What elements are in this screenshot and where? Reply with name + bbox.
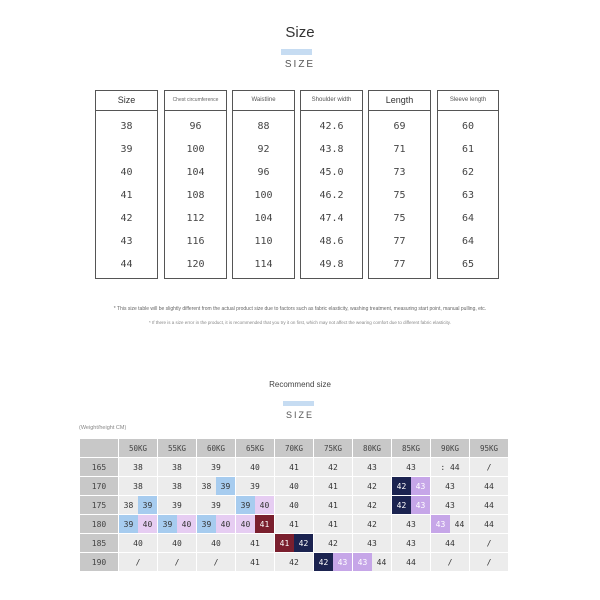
size-recommend-cell: 43: [353, 534, 391, 552]
height-header: 190: [80, 553, 118, 571]
weight-header: 50KG: [119, 439, 157, 457]
size-recommend-part: 42: [392, 496, 411, 514]
size-cell: 44: [120, 259, 133, 270]
size-recommend-cell: 40: [197, 534, 235, 552]
size-recommend-part: 44: [372, 553, 391, 571]
weight-header: 85KG: [392, 439, 430, 457]
size-recommend-cell: 42: [314, 458, 352, 476]
weight-header: 80KG: [353, 439, 391, 457]
size-recommend-cell: /: [119, 553, 157, 571]
size-note: * This size table will be slightly different from the actual product size due to factors such as fabric elasticity, washing treatment, measuring start point, manual pulling, etc.: [113, 306, 487, 312]
height-header: 175: [80, 496, 118, 514]
size-recommend-cell: 40: [236, 458, 274, 476]
size-column-header: Shoulder width: [301, 91, 362, 111]
size-cell: 48.6: [319, 236, 344, 247]
size-cell: 42: [120, 213, 133, 224]
size-recommend-cell: [197, 477, 235, 495]
size-recommend-part: 38: [119, 496, 138, 514]
size-cell: 88: [257, 121, 270, 132]
table-row: [80, 477, 508, 495]
recommend-title: Recommend size: [269, 380, 331, 389]
size-recommend-cell: 42: [314, 534, 352, 552]
size-recommend-cell: 42: [353, 496, 391, 514]
size-recommend-cell: [236, 496, 274, 514]
size-recommend-part: 43: [411, 496, 430, 514]
size-recommend-part: 43: [411, 477, 430, 495]
size-recommend-cell: 44: [470, 477, 508, 495]
size-recommend-cell: 38: [119, 477, 157, 495]
size-recommend-cell: 39: [158, 496, 196, 514]
size-cell: 39: [120, 144, 133, 155]
size-cell: 47.4: [319, 213, 344, 224]
weight-header: 95KG: [470, 439, 508, 457]
weight-header: 70KG: [275, 439, 313, 457]
size-recommend-part: 44: [450, 515, 469, 533]
size-recommend-part: 42: [294, 534, 313, 552]
size-cell: 69: [393, 121, 406, 132]
size-cell: 114: [254, 259, 273, 270]
size-recommend-cell: 40: [275, 496, 313, 514]
size-recommend-cell: 41: [236, 534, 274, 552]
size-recommend-cell: 44: [392, 553, 430, 571]
size-recommend-cell: [353, 553, 391, 571]
size-column: [300, 90, 363, 279]
size-recommend-cell: [392, 477, 430, 495]
size-cell: 65: [461, 259, 475, 270]
size-column-header: Size: [96, 91, 157, 111]
size-recommend-cell: [392, 496, 430, 514]
size-cell: 49.8: [319, 259, 344, 270]
size-recommend-cell: 40: [119, 534, 157, 552]
size-recommend-cell: [314, 553, 352, 571]
height-header: 170: [80, 477, 118, 495]
size-recommend-cell: 44: [431, 534, 469, 552]
weight-header: 90KG: [431, 439, 469, 457]
size-cell: 43: [120, 236, 133, 247]
table-row: [80, 553, 508, 571]
size-recommend-cell: 42: [275, 553, 313, 571]
size-cell: 46.2: [319, 190, 344, 201]
size-cell: 75: [393, 213, 406, 224]
size-cell: 116: [186, 236, 205, 247]
size-recommend-cell: [119, 515, 157, 533]
size-column: [437, 90, 499, 279]
size-recommend-cell: 38: [119, 458, 157, 476]
size-recommend-part: 40: [216, 515, 235, 533]
size-recommend-part: 39: [236, 496, 255, 514]
size-cell: 40: [120, 167, 133, 178]
size-recommend-cell: 39: [197, 496, 235, 514]
size-recommend-part: 43: [333, 553, 352, 571]
size-cell: 61: [461, 144, 475, 155]
size-recommend-cell: 43: [353, 458, 391, 476]
size-recommend-part: 41: [255, 515, 274, 533]
size-recommend-cell: [275, 534, 313, 552]
axis-label: (Weight/height CM): [79, 425, 127, 431]
size-recommend-cell: 39: [236, 477, 274, 495]
size-recommend-part: 42: [314, 553, 333, 571]
size-cell: 71: [393, 144, 406, 155]
size-recommend-cell: /: [470, 458, 508, 476]
size-recommend-part: 40: [255, 496, 274, 514]
table-row: [80, 515, 508, 533]
size-cell: 75: [393, 190, 406, 201]
size-cell: 45.0: [319, 167, 344, 178]
size-recommend-cell: 41: [275, 515, 313, 533]
size-cell: 73: [393, 167, 406, 178]
size-column: [232, 90, 295, 279]
size-recommend-cell: 43: [431, 477, 469, 495]
size-cell: 104: [186, 167, 205, 178]
size-recommend-cell: 41: [314, 477, 352, 495]
size-recommend-cell: : 44: [431, 458, 469, 476]
table-row: [80, 496, 508, 514]
size-recommend-cell: 39: [197, 458, 235, 476]
size-recommend-cell: 43: [392, 534, 430, 552]
size-recommend-cell: 42: [353, 477, 391, 495]
size-recommend-cell: /: [470, 553, 508, 571]
size-subtitle: SIZE: [284, 59, 316, 70]
size-cell: 92: [257, 144, 270, 155]
size-column-header: Chest circumference: [165, 91, 226, 111]
size-recommend-cell: [197, 515, 235, 533]
size-column: [164, 90, 227, 279]
size-recommend-cell: /: [197, 553, 235, 571]
size-recommend-part: 40: [177, 515, 196, 533]
size-recommend-cell: [158, 515, 196, 533]
size-cell: 108: [186, 190, 205, 201]
size-cell: 38: [120, 121, 133, 132]
size-cell: 110: [254, 236, 273, 247]
size-cell: 64: [461, 213, 475, 224]
weight-header: 60KG: [197, 439, 235, 457]
recommend-subtitle: SIZE: [285, 410, 314, 420]
size-recommend-cell: 44: [470, 515, 508, 533]
size-recommend-part: 39: [119, 515, 138, 533]
recommend-accent-bar: [283, 401, 314, 406]
size-cell: 64: [461, 236, 475, 247]
size-recommend-part: 40: [236, 515, 255, 533]
size-cell: 112: [186, 213, 205, 224]
size-recommend-cell: 40: [275, 477, 313, 495]
size-recommend-cell: [431, 515, 469, 533]
size-recommend-part: 39: [158, 515, 177, 533]
size-recommend-part: 41: [275, 534, 294, 552]
size-recommend-cell: 41: [314, 515, 352, 533]
size-recommend-cell: /: [470, 534, 508, 552]
size-cell: 104: [254, 213, 273, 224]
size-column-header: Sleeve length: [438, 91, 498, 111]
size-column-header: Length: [369, 91, 430, 111]
size-recommend-cell: 42: [353, 515, 391, 533]
size-recommend-cell: 44: [470, 496, 508, 514]
height-header: 180: [80, 515, 118, 533]
size-recommend-cell: 43: [431, 496, 469, 514]
size-recommend-cell: 41: [236, 553, 274, 571]
size-recommend-part: 42: [392, 477, 411, 495]
size-recommend-cell: /: [431, 553, 469, 571]
size-recommend-part: 40: [138, 515, 157, 533]
table-corner: [80, 439, 118, 457]
size-recommend-cell: 43: [392, 515, 430, 533]
size-cell: 41: [120, 190, 133, 201]
size-cell: 77: [393, 236, 406, 247]
weight-header: 55KG: [158, 439, 196, 457]
size-cell: 62: [461, 167, 475, 178]
weight-header: 65KG: [236, 439, 274, 457]
size-recommend-cell: 41: [314, 496, 352, 514]
title-accent-bar: [281, 49, 312, 55]
size-recommend-cell: 38: [158, 477, 196, 495]
table-row: [80, 458, 508, 476]
size-cell: 96: [257, 167, 270, 178]
size-column-header: Waistline: [233, 91, 294, 111]
size-recommend-cell: [236, 515, 274, 533]
size-cell: 77: [393, 259, 406, 270]
size-recommend-part: 39: [138, 496, 157, 514]
size-recommend-part: 38: [197, 477, 216, 495]
size-cell: 43.8: [319, 144, 344, 155]
size-cell: 63: [461, 190, 475, 201]
height-header: 165: [80, 458, 118, 476]
size-recommend-cell: [119, 496, 157, 514]
height-header: 185: [80, 534, 118, 552]
size-recommend-part: 43: [353, 553, 372, 571]
size-recommend-part: 39: [197, 515, 216, 533]
size-cell: 42.6: [319, 121, 344, 132]
size-column: [368, 90, 431, 279]
size-cell: 60: [461, 121, 475, 132]
size-recommend-part: 43: [431, 515, 450, 533]
size-column: [95, 90, 158, 279]
size-recommend-cell: /: [158, 553, 196, 571]
recommend-table: [79, 438, 509, 572]
size-recommend-cell: 43: [392, 458, 430, 476]
size-cell: 100: [186, 144, 205, 155]
size-cell: 96: [189, 121, 202, 132]
table-row: [80, 534, 508, 552]
size-recommend-cell: 38: [158, 458, 196, 476]
weight-header: 75KG: [314, 439, 352, 457]
size-recommend-part: 39: [216, 477, 235, 495]
size-recommend-cell: 41: [275, 458, 313, 476]
size-note-secondary: * If there is a size error in the product, it is recommended that you try it on first, which may not affect the wearing comfort due to different fabric elasticity.: [149, 320, 451, 325]
size-cell: 100: [254, 190, 273, 201]
size-cell: 120: [186, 259, 205, 270]
size-title: Size: [285, 24, 315, 41]
size-recommend-cell: 40: [158, 534, 196, 552]
